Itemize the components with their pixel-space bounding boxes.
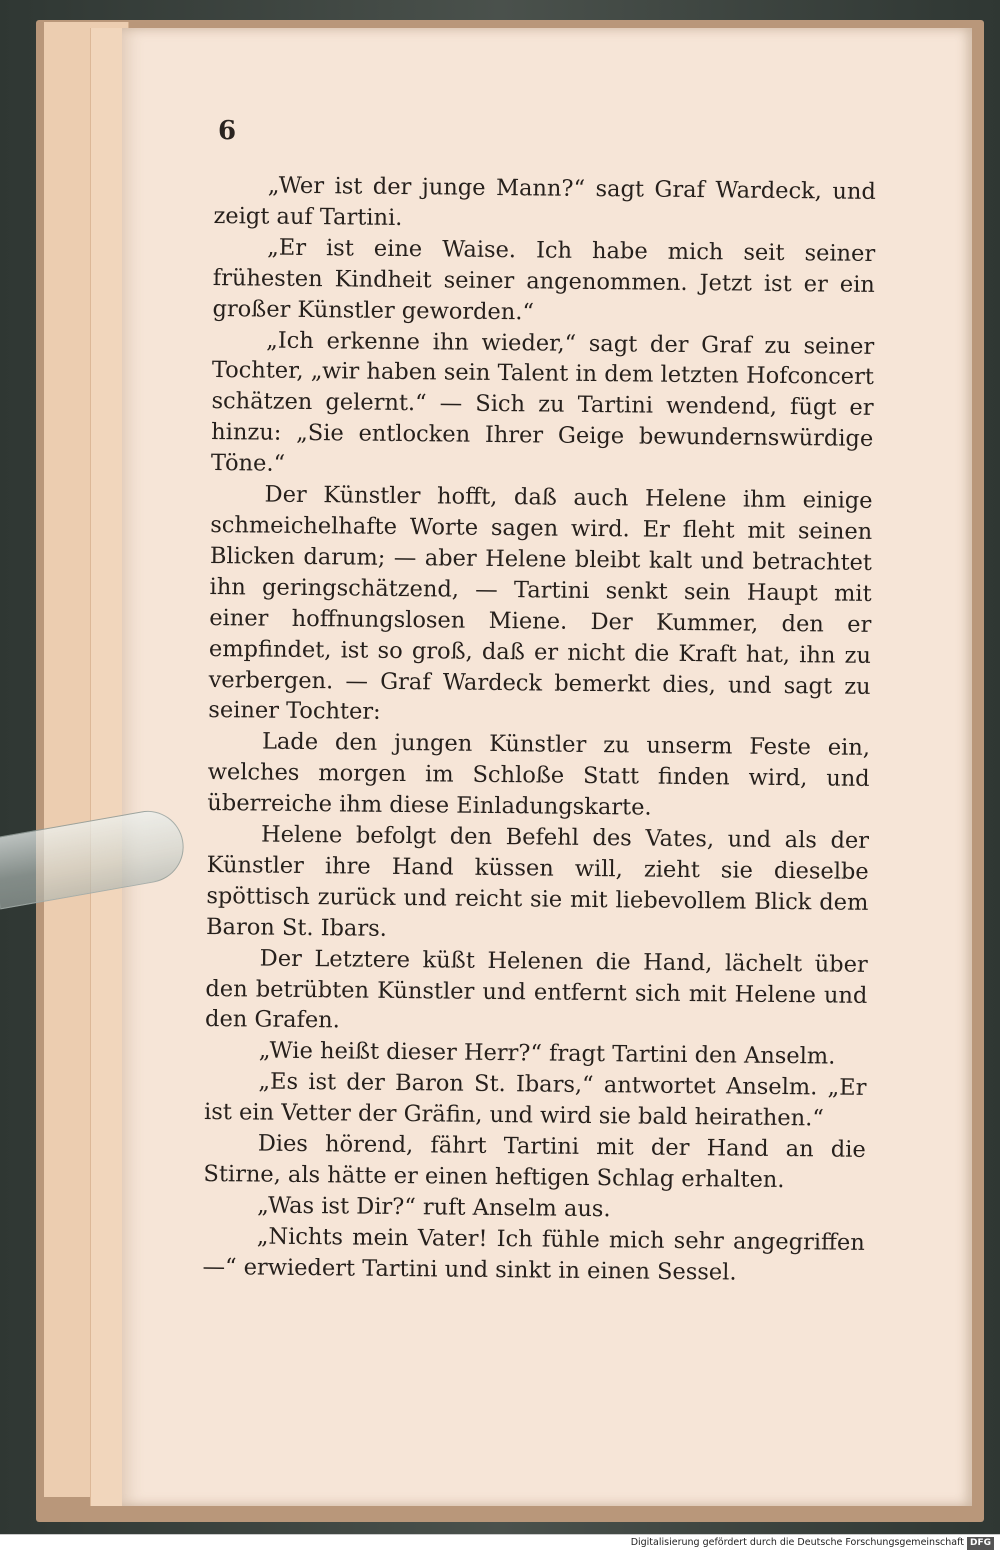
paragraph: „Er ist eine Waise. Ich habe mich seit seiner frühesten Kindheit seiner angenommen. Jetzt ist er ein großer Künstler geworden.“ [212,234,876,325]
paragraph: „Wer ist der junge Mann?“ sagt Graf Wardeck, und zeigt auf Tartini. [213,172,876,231]
paragraph: „Nichts mein Vater! Ich fühle mich sehr angegriffen —“ erwiedert Tartini und sinkt in einen Sessel. [202,1223,865,1286]
paragraph: „Ich erkenne ihn wieder,“ sagt der Graf zu seiner Tochter, „wir haben sein Talent in dem letzten Hofconcert schätzen gelernt.“ — Sich zu Tartini wendend, fügt er hinzu: „Sie entlocken Ihrer Geige bewundernswürdige Töne.“ [210,327,875,477]
page-body-text [202,170,876,1289]
paragraph: Der Künstler hofft, daß auch Helene ihm einige schmeichelhafte Worte sagen wird. Er fleht mit seinen Blicken darum; — aber Helene bleibt kalt und betrachtet ihn geringschätzend, — Tartini senkt sein Haupt mit einer hoffnungslosen Miene. Der Kummer, den er empfindet, ist so groß, daß er nicht die Kraft hat, ihn zu verbergen. — Graf Wardeck bemerkt dies, und sagt zu seiner Tochter: [208,481,873,726]
paragraph: Der Letztere küßt Helenen die Hand, lächelt über den betrübten Künstler und entfernt sich mit Helene und den Grafen. [204,945,868,1034]
page-number: 6 [218,116,237,146]
paragraph: „Es ist der Baron St. Ibars,“ antwortet Anselm. „Er ist ein Vetter der Gräfin, und wird sie bald heirathen.“ [203,1068,867,1132]
paragraph: „Was ist Dir?“ ruft Anselm aus. [257,1192,611,1223]
paragraph: Dies hörend, fährt Tartini mit der Hand an die Stirne, als hätte er einen heftigen Schlag erhalten. [203,1130,866,1194]
paragraph: Lade den jungen Künstler zu unserm Feste ein, welches morgen im Schloße Statt finden wird, und überreiche ihm diese Einladungskarte. [207,728,871,821]
paragraph: Helene befolgt den Befehl des Vates, und als der Künstler ihre Hand küssen will, zieht sie dieselbe spöttisch zurück und reicht sie mit liebevollem Blick dem Baron St. Ibars. [205,821,870,942]
paragraph: „Wie heißt dieser Herr?“ fragt Tartini den Anselm. [258,1037,836,1070]
digitization-credit: Digitalisierung gefördert durch die Deutsche Forschungsgemeinschaft [630,1537,964,1548]
dfg-logo: DFG [967,1537,994,1550]
